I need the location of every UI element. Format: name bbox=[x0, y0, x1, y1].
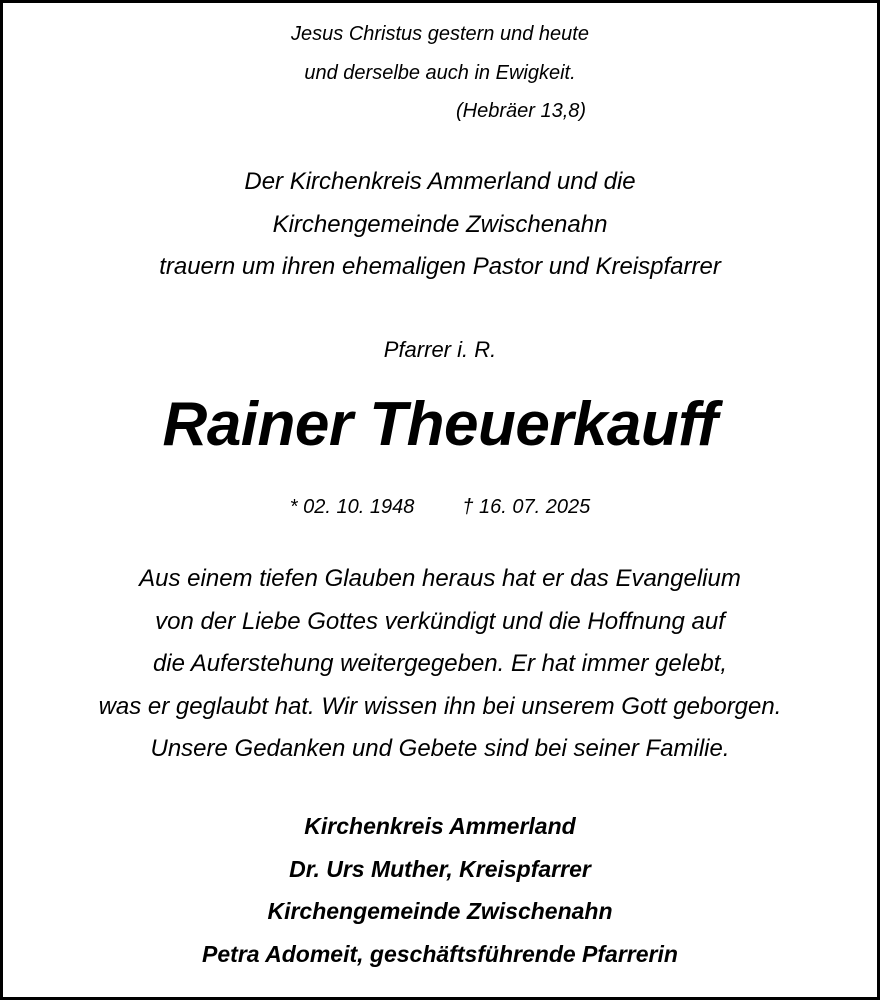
intro-line-3: trauern um ihren ehemaligen Pastor und Kreispfarrer bbox=[159, 253, 721, 280]
deceased-name: Rainer Theuerkauff bbox=[162, 390, 718, 459]
signature-line-2: Dr. Urs Muther, Kreispfarrer bbox=[289, 856, 591, 882]
tribute-line-3: die Auferstehung weitergegeben. Er hat immer gelebt, bbox=[152, 650, 728, 677]
tribute-line-5: Unsere Gedanken und Gebete sind bei seiner Familie. bbox=[150, 735, 730, 762]
verse-line-2: und derselbe auch in Ewigkeit. bbox=[304, 62, 576, 84]
birth-date: * 02. 10. 1948 bbox=[289, 496, 415, 518]
verse-reference: (Hebräer 13,8) bbox=[456, 100, 587, 122]
tribute-line-1: Aus einem tiefen Glauben heraus hat er das Evangelium bbox=[139, 565, 741, 592]
signature-line-3: Kirchengemeinde Zwischenahn bbox=[267, 898, 613, 924]
death-date: † 16. 07. 2025 bbox=[462, 496, 591, 518]
intro-line-1: Der Kirchenkreis Ammerland und die bbox=[244, 168, 636, 195]
life-dates bbox=[3, 496, 877, 519]
signature-line-4: Petra Adomeit, geschäftsführende Pfarrerin bbox=[202, 941, 678, 967]
deceased-title: Pfarrer i. R. bbox=[383, 337, 497, 362]
intro-line-2: Kirchengemeinde Zwischenahn bbox=[272, 211, 608, 238]
signature-line-1: Kirchenkreis Ammerland bbox=[304, 813, 576, 839]
tribute-line-4: was er geglaubt hat. Wir wissen ihn bei unserem Gott geborgen. bbox=[98, 693, 782, 720]
verse-line-1: Jesus Christus gestern und heute bbox=[291, 23, 589, 45]
tribute-line-2: von der Liebe Gottes verkündigt und die Hoffnung auf bbox=[155, 608, 725, 635]
